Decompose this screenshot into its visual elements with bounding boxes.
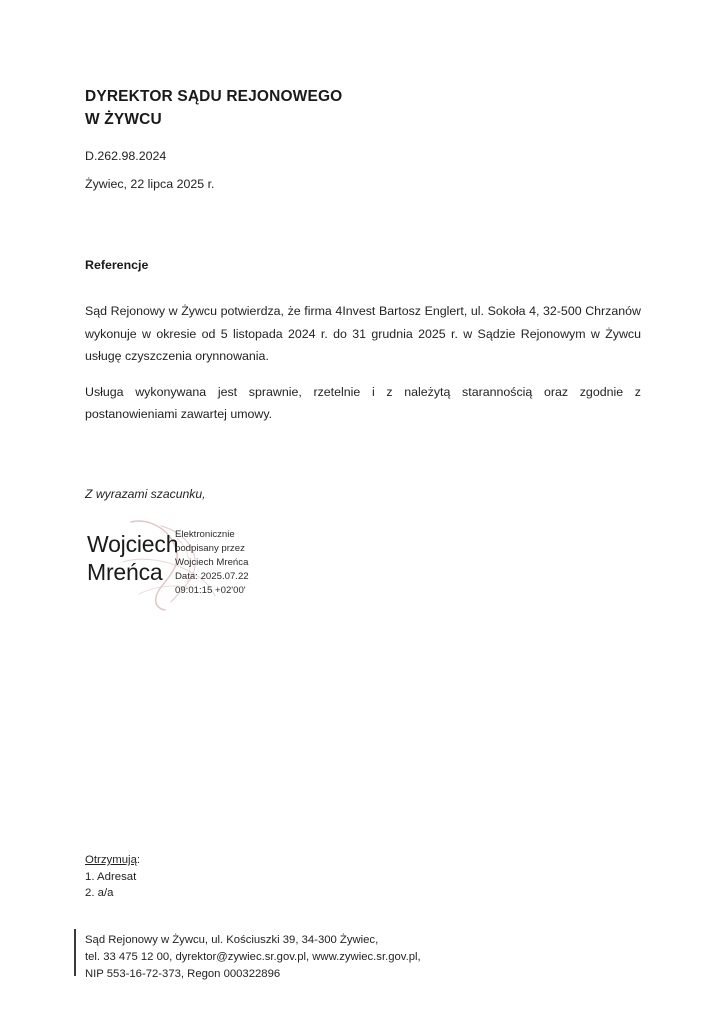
signature-meta-line-1: Elektronicznie <box>175 529 235 540</box>
signature-meta-line-4: Data: 2025.07.22 <box>175 570 249 582</box>
recipients-heading <box>85 852 140 869</box>
signature-meta-line-3: Wojciech Mreńca <box>175 556 249 568</box>
document-body <box>85 300 641 426</box>
letterhead-line-2: W ŻYWCU <box>85 110 162 128</box>
recipients-item-1: 1. Adresat <box>85 870 137 883</box>
footer-contact-block <box>85 932 421 983</box>
footer-line-1: Sąd Rejonowy w Żywcu, ul. Kościuszki 39, 34-300 Żywiec, <box>85 934 379 946</box>
digital-signature-details <box>175 528 295 598</box>
signature-block <box>85 520 350 610</box>
closing-salutation: Z wyrazami szacunku, <box>85 487 206 501</box>
reference-number: D.262.98.2024 <box>85 149 167 163</box>
footer-line-3: NIP 553-16-72-373, Regon 000322896 <box>85 968 281 981</box>
body-paragraph-2: Usługa wykonywana jest sprawnie, rzetelnie i z należytą starannością oraz zgodnie z postanowieniami zawartej umowy. <box>85 384 641 422</box>
body-paragraph-1: Sąd Rejonowy w Żywcu potwierdza, że firma 4Invest Bartosz Englert, ul. Sokoła 4, 32-500 Chrzanów wykonuje w okresie od 5 listopada 2024 r. do 31 grudnia 2025 r. w Sądzie Rejonowym w Żywcu usługę czyszczenia orynnowania. <box>85 304 641 364</box>
recipients-heading-suffix: : <box>136 854 141 866</box>
place-and-date: Żywiec, 22 lipca 2025 r. <box>85 177 215 191</box>
footer-line-2: tel. 33 475 12 00, dyrektor@zywiec.sr.gov.pl, www.zywiec.sr.gov.pl, <box>85 951 421 964</box>
document-subject: Referencje <box>85 258 149 272</box>
letterhead-line-1: DYREKTOR SĄDU REJONOWEGO <box>85 88 343 105</box>
signature-meta-line-2: podpisany przez <box>175 542 245 554</box>
recipients-item-2: 2. a/a <box>85 887 114 900</box>
signature-meta-line-5: 09:01:15 +02'00' <box>175 584 246 596</box>
letterhead <box>85 86 645 132</box>
recipients-heading-text: Otrzymują <box>85 854 137 866</box>
recipients-block <box>85 852 140 902</box>
footer-accent-rule <box>74 929 76 976</box>
signature-name: Wojciech Mreńca <box>87 531 179 586</box>
